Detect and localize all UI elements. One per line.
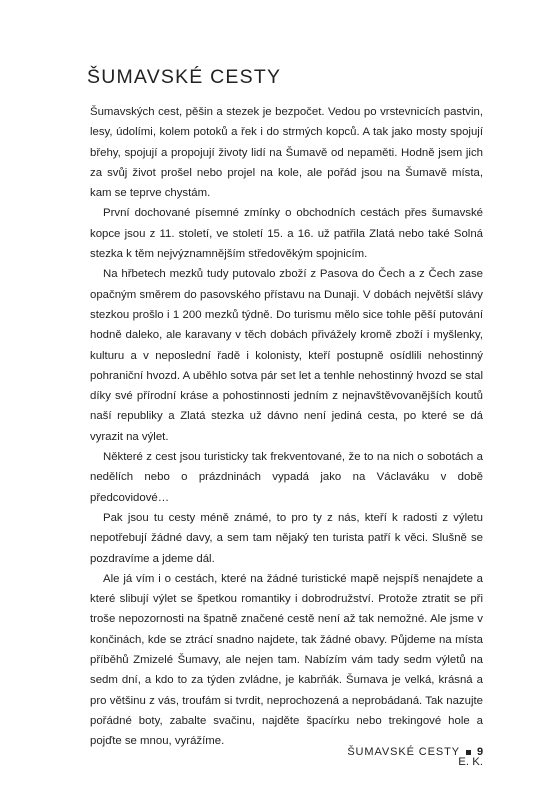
running-head: ŠUMAVSKÉ CESTY <box>347 746 460 758</box>
paragraph-3: Na hřbetech mezků tudy putovalo zboží z Pasova do Čech a z Čech zase opačným směrem do pasovského přístavu na Dunaji. V dobách největší slávy stezkou prošlo i 1 200 mezků týdně. Do turismu mělo sice tohle pěší putování hodně daleko, ale karavany v těch dobách přivážely kromě zboží i myšlenky, kulturu a v neposlední řadě i kolonisty, kteří postupně osídlili nehostinný pohraniční hvozd. A uběhlo sotva pár set let a tenhle nehostinný hvozd se stal díky své přírodní krásе a pohostinnosti jedním z nejnavštěvovanějších koutů naší republiky a Zlatá stezka už dávno není jediná cesta, po které se dá vyrazit na výlet. <box>90 268 483 443</box>
square-bullet-icon <box>466 750 471 755</box>
page-footer <box>347 746 484 758</box>
body-text <box>90 102 483 772</box>
page-number: 9 <box>476 746 484 758</box>
paragraph-1: Šumavských cest, pěšin a stezek je bezpočet. Vedou po vrstevnicích pastvin, lesy, údolími, kolem potoků a řek i do strmých kopců. A tak jako mosty spojují břehy, spojují a propojují životy lidí na Šumavě od nepaměti. Hodně jsem jich za svůj život prošel nebo projel na kole, ale pořád jsou na Šumavě místa, kam se teprve chystám. <box>90 106 483 200</box>
author-initials: E. K. <box>458 755 483 768</box>
paragraph-5: Pak jsou tu cesty méně známé, to pro ty z nás, kteří k radosti z výletu nepotřebují žádné davy, a sem tam nějaký ten turista patří k věci. Slušně se pozdravíme a jdeme dál. <box>90 511 483 565</box>
paragraph-4: Některé z cest jsou turisticky tak frekventované, že to na nich o sobotách a nedělích nebo o prázdninách vypadá jako na Václaváku v době předcovidové… <box>90 451 483 504</box>
paragraph-2: První dochované písemné zmínky o obchodních cestách přes šumavské kopce jsou z 11. století, ve století 15. a 16. už patřila Zlatá nebo také Solná stezka k těm nejvýznamnějším středověkým spojnicím. <box>90 207 483 261</box>
paragraph-6: Ale já vím i o cestách, které na žádné turistické mapě nejspíš nenajdete a které slibují výlet se špetkou romantiky i dobrodružství. Protože ztratit se při troše nepozornosti na špatně značené cestě není až tak nemožné. Ale jsme v končinách, kde se ztrácí snadno najdete, tak žádné obavy. Půjdeme na místa příběhů Zmizelé Šumavy, ale nejen tam. Nabízím vám tady sedm výletů na sedm dní, a kdo to za týden zvládne, je kabrňák. Šumava je velká, krásná a pro většinu z vás, troufám si tvrdit, neprochozená a neprobádaná. Tak nazujte pořádné boty, zabalte svačinu, najděte špacírku nebo trekingové hole a pojďte se mnou, vyrážíme. <box>90 572 483 748</box>
chapter-title: ŠUMAVSKÉ CESTY <box>87 66 282 88</box>
